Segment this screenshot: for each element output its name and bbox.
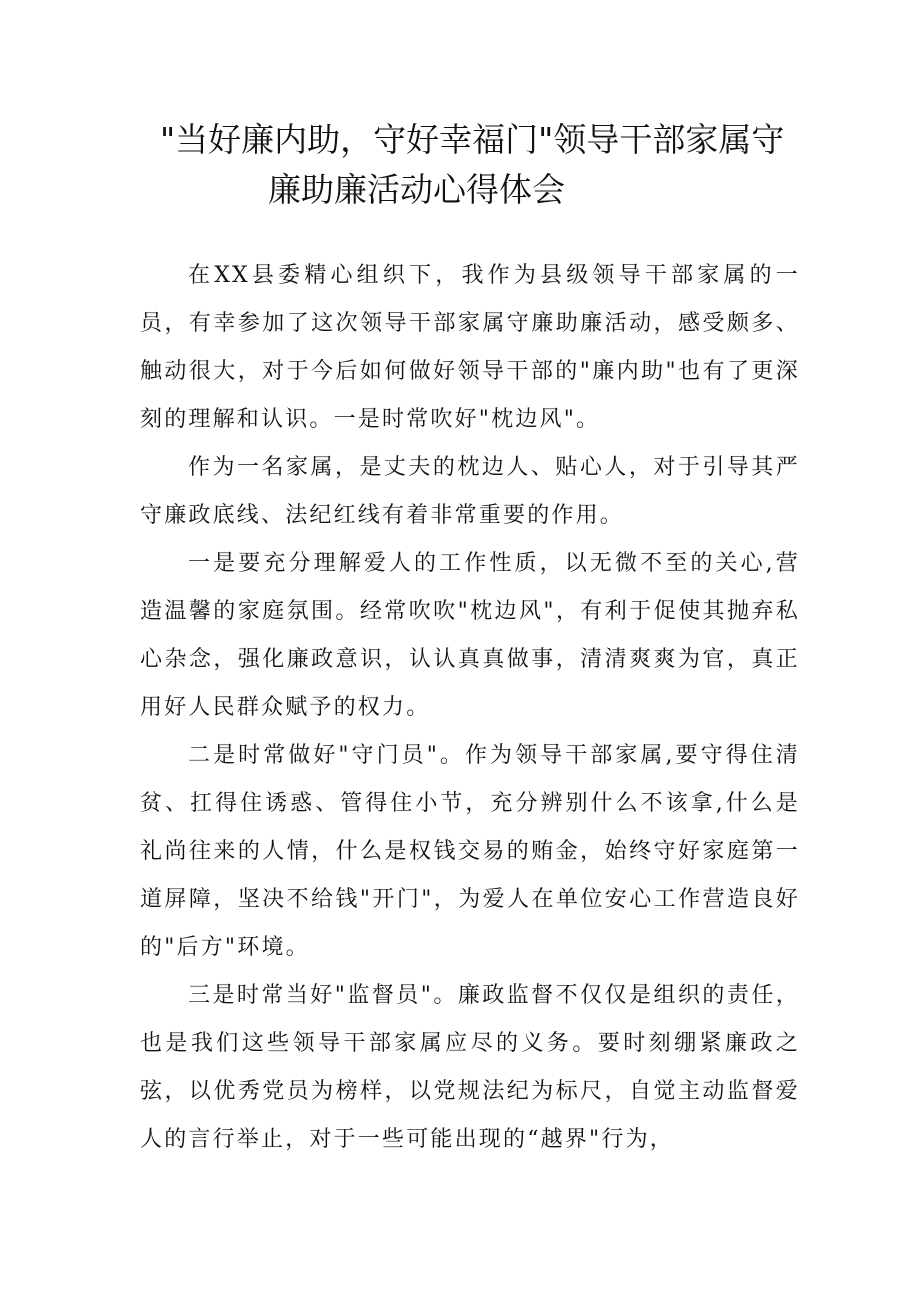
document-body [140, 252, 800, 1164]
paragraph-point-one: 一是要充分理解爱人的工作性质，以无微不至的关心,营造温馨的家庭氛围。经常吹吹"枕边风"，有利于促使其抛弃私心杂念，强化廉政意识，认认真真做事，清清爽爽为官，真正用好人民群众赋予的权力。 [140, 551, 800, 720]
document-title-line-2: 廉助廉活动心得体会 [268, 170, 565, 209]
paragraph-point-two: 二是时常做好"守门员"。作为领导干部家属,要守得住清贫、扛得住诱惑、管得住小节，充分辨别什么不该拿,什么是礼尚往来的人情，什么是权钱交易的贿金，始终守好家庭第一道屏障，坚决不给钱"开门"，为爱人在单位安心工作营造良好的"后方"环境。 [140, 743, 800, 960]
paragraph-point-three: 三是时常当好"监督员"。廉政监督不仅仅是组织的责任，也是我们这些领导干部家属应尽的义务。要时刻绷紧廉政之弦，以优秀党员为榜样，以党规法纪为标尺，自觉主动监督爱人的言行举止，对于一些可能出现的“越界"行为， [140, 983, 800, 1152]
paragraph-intro: 在XX县委精心组织下，我作为县级领导干部家属的一员，有幸参加了这次领导干部家属守廉助廉活动，感受颇多、触动很大，对于今后如何做好领导干部的"廉内助"也有了更深刻的理解和认识。一是时常吹好"枕边风"。 [140, 263, 800, 432]
document-title-line-1: "当好廉内助，守好幸福门"领导干部家属守 [160, 120, 785, 159]
paragraph-role: 作为一名家属，是丈夫的枕边人、贴心人，对于引导其严守廉政底线、法纪红线有着非常重要的作用。 [140, 455, 800, 528]
